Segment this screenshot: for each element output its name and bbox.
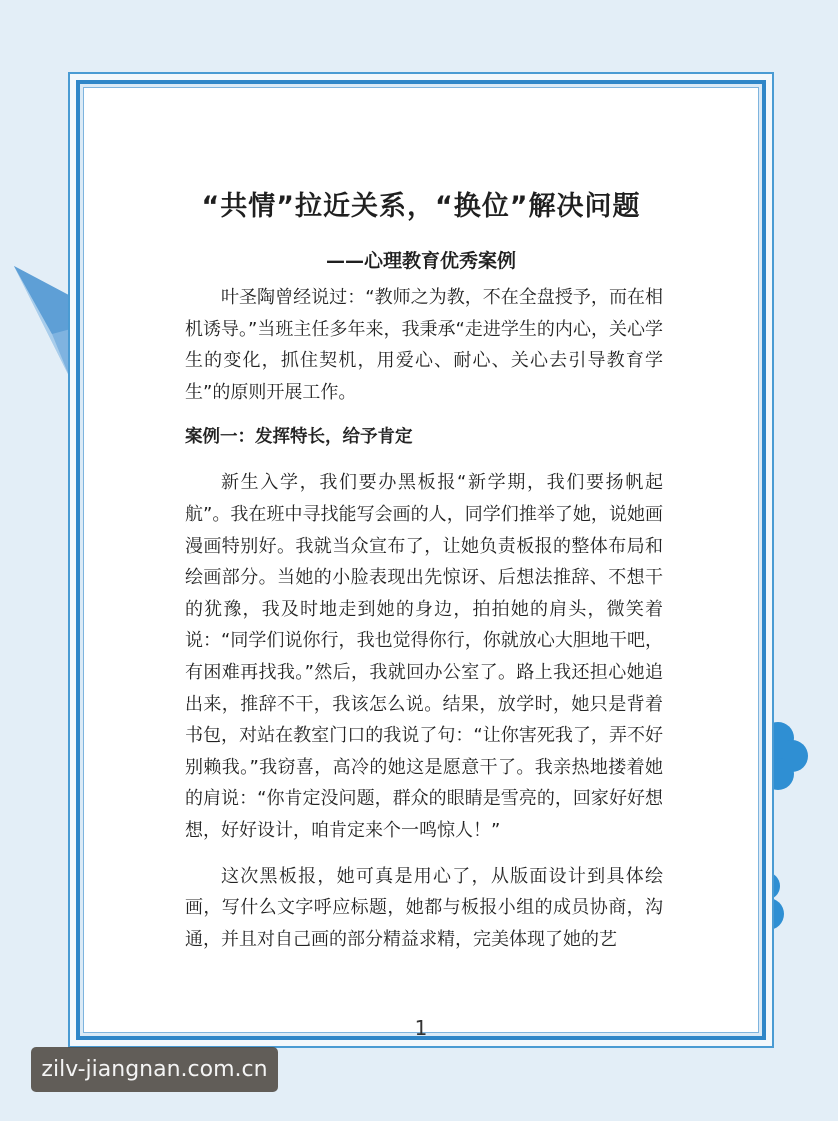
- case-paragraph-1: 新生入学，我们要办黑板报“新学期，我们要扬帆起航”。我在班中寻找能写会画的人，同学们推举了她，说她画漫画特别好。我就当众宣布了，让她负责板报的整体布局和绘画部分。当她的小脸表现出先惊讶、后想法推辞、不想干的犹豫，我及时地走到她的身边，拍拍她的肩头，微笑着说：“同学们说你行，我也觉得你行，你就放心大胆地干吧，有困难再找我。”然后，我就回办公室了。路上我还担心她追出来，推辞不干，我该怎么说。结果，放学时，她只是背着书包，对站在教室门口的我说了句：“让你害死我了，弄不好别赖我。”我窃喜，高冷的她这是愿意干了。我亲热地搂着她的肩说：“你肯定没问题，群众的眼睛是雪亮的，回家好好想想，好好设计，咱肯定来个一鸣惊人！”: [185, 472, 663, 841]
- document-title: “共情”拉近关系，“换位”解决问题: [201, 191, 641, 222]
- case-heading: 案例一：发挥特长，给予肯定: [185, 427, 413, 448]
- watermark-label: zilv-jiangnan.com.cn: [31, 1047, 278, 1092]
- case-paragraph-2: 这次黑板报，她可真是用心了，从版面设计到具体绘画，写什么文字呼应标题，她都与板报小组的成员协商，沟通，并且对自己画的部分精益求精，完美体现了她的艺: [185, 865, 663, 950]
- page-frame-border: [76, 80, 766, 1040]
- page-number: 1: [414, 1016, 428, 1040]
- document-body: [185, 282, 663, 955]
- document-page: [83, 87, 759, 1040]
- intro-paragraph: 叶圣陶曾经说过：“教师之为教，不在全盘授予，而在相机诱导。”当班主任多年来，我秉承“走进学生的内心，关心学生的变化，抓住契机，用爱心、耐心、关心去引导教育学生”的原则开展工作。: [185, 287, 663, 403]
- document-subtitle: ——心理教育优秀案例: [325, 250, 516, 272]
- page-frame: [68, 72, 774, 1048]
